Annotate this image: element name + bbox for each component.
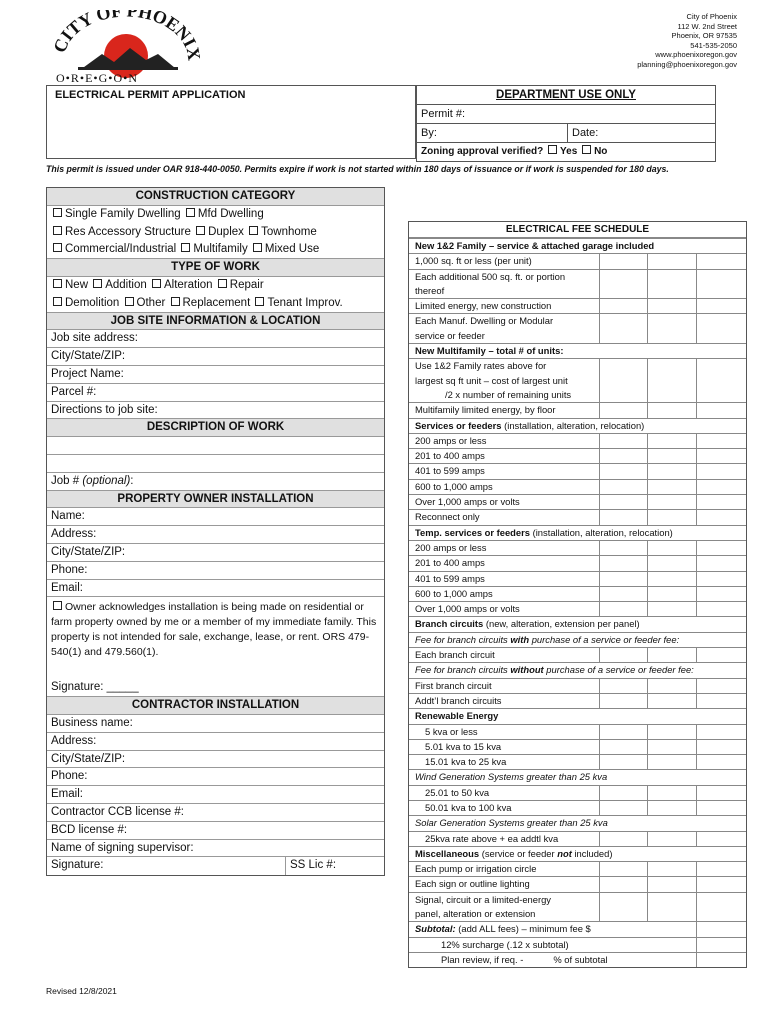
fee-row	[409, 403, 746, 418]
qty-cell[interactable]	[647, 832, 697, 846]
owner-signature-field[interactable]: Signature: _____	[47, 679, 384, 697]
fee-row-label: Each branch circuit	[415, 649, 495, 661]
sub-text: Fee for branch circuits	[415, 664, 511, 676]
total-cell[interactable]	[696, 893, 746, 922]
fee-row	[409, 679, 746, 694]
owner-acknowledgement	[47, 597, 384, 679]
fee-cell[interactable]	[599, 541, 648, 555]
fee-row-label: 50.01 kva to 100 kva	[425, 801, 512, 813]
option-label: New	[65, 278, 89, 291]
total-cell[interactable]	[696, 740, 746, 754]
fee-row-label: Over 1,000 amps or volts	[415, 496, 520, 508]
section-title: Branch circuits	[415, 618, 484, 630]
fee-section-services	[409, 419, 746, 434]
fee-cell[interactable]	[599, 587, 648, 601]
fee-row-label: Each Manuf. Dwelling or Modular	[415, 315, 554, 327]
fee-cell[interactable]	[599, 893, 648, 922]
fee-cell[interactable]	[599, 725, 648, 739]
fee-cell[interactable]	[599, 740, 648, 754]
fee-cell[interactable]	[599, 801, 648, 815]
description-header: DESCRIPTION OF WORK	[47, 419, 384, 437]
supervisor-field[interactable]: Name of signing supervisor:	[47, 840, 384, 858]
qty-cell[interactable]	[647, 877, 697, 891]
total-cell[interactable]	[696, 541, 746, 555]
fee-row-label: 401 to 599 amps	[415, 465, 485, 477]
qty-cell[interactable]	[647, 510, 697, 524]
fee-subsection-with	[409, 633, 746, 648]
job-number-field[interactable]	[47, 473, 384, 491]
fee-cell[interactable]	[599, 434, 648, 448]
fee-cell[interactable]	[599, 694, 648, 708]
contractor-phone-field[interactable]: Phone:	[47, 768, 384, 786]
option-label: Addition	[105, 278, 147, 291]
project-name-field[interactable]: Project Name:	[47, 366, 384, 384]
qty-cell[interactable]	[647, 755, 697, 769]
sub-emphasis: without	[510, 664, 544, 676]
res-accessory-checkbox[interactable]	[53, 226, 62, 235]
section-title: Services or feeders	[415, 419, 502, 431]
repair-checkbox[interactable]	[218, 279, 227, 288]
fee-row-label: Use 1&2 Family rates above for	[415, 360, 547, 372]
new-checkbox[interactable]	[53, 279, 62, 288]
fee-row-label: service or feeder	[415, 329, 485, 341]
townhome-checkbox[interactable]	[249, 226, 258, 235]
qty-cell[interactable]	[647, 801, 697, 815]
fee-row	[409, 801, 746, 816]
option-label: Alteration	[163, 278, 213, 291]
surcharge-row	[409, 938, 746, 953]
department-use-box	[416, 85, 716, 162]
contractor-city-field[interactable]: City/State/ZIP:	[47, 751, 384, 769]
fee-row	[409, 480, 746, 495]
qty-cell[interactable]	[647, 403, 697, 417]
fee-row	[409, 495, 746, 510]
fee-row	[409, 314, 746, 344]
fee-row	[409, 541, 746, 556]
plan-review-label: Plan review, if req. -	[441, 953, 524, 965]
fee-row-label: Over 1,000 amps or volts	[415, 603, 520, 615]
fee-subsection-wind: Wind Generation Systems greater than 25 kva	[409, 770, 746, 785]
fee-cell[interactable]	[599, 299, 648, 313]
dept-header: DEPARTMENT USE ONLY	[417, 86, 715, 105]
fee-section-misc	[409, 847, 746, 862]
qty-cell[interactable]	[647, 587, 697, 601]
total-cell[interactable]	[696, 786, 746, 800]
qty-cell[interactable]	[647, 694, 697, 708]
addition-checkbox[interactable]	[93, 279, 102, 288]
fee-row-label: 25.01 to 50 kva	[425, 786, 490, 798]
fee-schedule	[408, 221, 747, 968]
fee-section-branch	[409, 617, 746, 632]
fee-row-label: /2 x number of remaining units	[445, 388, 572, 400]
type-of-work-header: TYPE OF WORK	[47, 259, 384, 277]
construction-row-1	[47, 206, 384, 224]
yes-checkbox[interactable]	[548, 145, 557, 154]
construction-category-header: CONSTRUCTION CATEGORY	[47, 188, 384, 206]
contractor-email-field[interactable]: Email:	[47, 786, 384, 804]
fee-cell[interactable]	[599, 648, 648, 662]
optional-label: (optional)	[82, 474, 131, 487]
contractor-signature-row	[47, 857, 384, 875]
fee-row-label: Limited energy, new construction	[415, 300, 552, 312]
address-email[interactable]: planning@phoenixoregon.gov	[637, 59, 737, 69]
fee-row-label: Signal, circuit or a limited-energy	[415, 893, 551, 905]
fee-row	[409, 755, 746, 770]
total-cell[interactable]	[696, 299, 746, 313]
sub-text: Fee for branch circuits	[415, 633, 511, 645]
no-label: No	[594, 146, 608, 157]
plan-review-cell[interactable]	[696, 953, 746, 967]
business-name-field[interactable]: Business name:	[47, 715, 384, 733]
address-line: 112 W. 2nd Street	[677, 21, 737, 31]
fee-row-label: thereof	[415, 284, 445, 296]
fee-row	[409, 587, 746, 602]
mixed-use-checkbox[interactable]	[253, 243, 262, 252]
fee-cell[interactable]	[599, 556, 648, 570]
section-title: Temp. services or feeders	[415, 526, 530, 538]
permit-number-field[interactable]	[417, 105, 715, 124]
qty-cell[interactable]	[647, 648, 697, 662]
contractor-address-field[interactable]: Address:	[47, 733, 384, 751]
section-note: (installation, alteration, relocation)	[501, 419, 645, 431]
total-cell[interactable]	[696, 359, 746, 402]
address-line: City of Phoenix	[686, 12, 737, 21]
fee-row-label: 200 amps or less	[415, 541, 487, 553]
fee-row-label: 5 kva or less	[425, 725, 478, 737]
option-label: Commercial/Industrial	[65, 243, 177, 256]
fee-row-label: Each pump or irrigation circle	[415, 863, 537, 875]
fee-cell[interactable]	[599, 679, 648, 693]
option-label: Res Accessory Structure	[65, 225, 191, 238]
fee-row-label: 401 to 599 amps	[415, 572, 485, 584]
fee-row	[409, 449, 746, 464]
parcel-field[interactable]: Parcel #:	[47, 384, 384, 402]
fee-cell[interactable]	[599, 449, 648, 463]
fee-row-label: 1,000 sq. ft or less (per unit)	[415, 255, 532, 267]
contractor-header: CONTRACTOR INSTALLATION	[47, 697, 384, 715]
date-field[interactable]: Date:	[567, 124, 598, 142]
other-checkbox[interactable]	[125, 297, 134, 306]
single-family-checkbox[interactable]	[53, 208, 62, 217]
qty-cell[interactable]	[647, 314, 697, 343]
qty-cell[interactable]	[647, 299, 697, 313]
fee-row	[409, 464, 746, 479]
owner-city-field[interactable]: City/State/ZIP:	[47, 544, 384, 562]
fee-cell[interactable]	[599, 602, 648, 616]
option-label: Single Family Dwelling	[65, 207, 181, 220]
application-form	[46, 187, 385, 876]
zoning-row	[417, 143, 715, 161]
fee-row	[409, 556, 746, 571]
fee-cell[interactable]	[599, 510, 648, 524]
owner-phone-field[interactable]: Phone:	[47, 562, 384, 580]
fee-cell[interactable]	[599, 786, 648, 800]
fee-cell[interactable]	[599, 832, 648, 846]
fee-row-label: 201 to 400 amps	[415, 557, 485, 569]
fee-cell[interactable]	[599, 403, 648, 417]
total-cell[interactable]	[696, 464, 746, 478]
total-cell[interactable]	[696, 725, 746, 739]
job-label: Job #	[51, 474, 80, 487]
total-cell[interactable]	[696, 587, 746, 601]
surcharge-label: 12% surcharge (.12 x subtotal)	[441, 938, 569, 950]
option-label: Replacement	[182, 296, 251, 309]
fee-cell[interactable]	[599, 314, 648, 343]
total-cell[interactable]	[696, 694, 746, 708]
total-cell[interactable]	[696, 254, 746, 268]
directions-field[interactable]: Directions to job site:	[47, 402, 384, 420]
option-label: Mixed Use	[264, 243, 320, 256]
total-cell[interactable]	[696, 449, 746, 463]
ss-lic-field[interactable]: SS Lic #:	[285, 857, 336, 875]
address-line: Phoenix, OR 97535	[671, 31, 737, 41]
logo-oregon: O•R•E•G•O•N	[56, 71, 139, 85]
fee-row	[409, 893, 746, 923]
fee-row	[409, 694, 746, 709]
fee-row	[409, 877, 746, 892]
qty-cell[interactable]	[647, 434, 697, 448]
tenant-improv-checkbox[interactable]	[255, 297, 264, 306]
fee-schedule-header: ELECTRICAL FEE SCHEDULE	[409, 222, 746, 238]
sub-emphasis: with	[510, 633, 530, 645]
subtotal-label: Subtotal:	[415, 923, 456, 935]
owner-header: PROPERTY OWNER INSTALLATION	[47, 491, 384, 509]
fee-row-label: 5.01 kva to 15 kva	[425, 740, 502, 752]
qty-cell[interactable]	[647, 541, 697, 555]
qty-cell[interactable]	[647, 480, 697, 494]
fee-cell[interactable]	[599, 862, 648, 876]
total-cell[interactable]	[696, 556, 746, 570]
fee-row	[409, 786, 746, 801]
option-label: Repair	[229, 278, 264, 291]
qty-cell[interactable]	[647, 893, 697, 922]
fee-row	[409, 862, 746, 877]
section-note: (installation, alteration, relocation)	[530, 526, 673, 538]
fee-cell[interactable]	[599, 877, 648, 891]
subtotal-cell[interactable]	[696, 922, 746, 936]
option-label: Multifamily	[193, 243, 248, 256]
fee-cell[interactable]	[599, 755, 648, 769]
total-cell[interactable]	[696, 270, 746, 299]
qty-cell[interactable]	[647, 359, 697, 402]
total-cell[interactable]	[696, 755, 746, 769]
fee-row-label: largest sq ft unit – cost of largest unit	[415, 374, 568, 386]
qty-cell[interactable]	[647, 464, 697, 478]
section-note: included)	[571, 847, 613, 859]
fee-row-label: 25kva rate above + ea addtl kva	[425, 832, 559, 844]
surcharge-cell[interactable]	[696, 938, 746, 952]
sub-text: purchase of a service or feeder fee:	[529, 633, 680, 645]
bcd-license-field[interactable]: BCD license #:	[47, 822, 384, 840]
qty-cell[interactable]	[647, 679, 697, 693]
total-cell[interactable]	[696, 314, 746, 343]
section-emphasis: not	[557, 847, 572, 859]
fee-cell[interactable]	[599, 572, 648, 586]
fee-row	[409, 434, 746, 449]
address-block	[637, 12, 737, 70]
fee-subsection-without	[409, 663, 746, 678]
revised-date: Revised 12/8/2021	[46, 986, 117, 996]
jobsite-header: JOB SITE INFORMATION & LOCATION	[47, 313, 384, 331]
total-cell[interactable]	[696, 434, 746, 448]
demolition-checkbox[interactable]	[53, 297, 62, 306]
qty-cell[interactable]	[647, 725, 697, 739]
total-cell[interactable]	[696, 648, 746, 662]
total-cell[interactable]	[696, 602, 746, 616]
section-title: Miscellaneous	[415, 847, 480, 859]
work-row-2	[47, 295, 384, 313]
option-label: Other	[136, 296, 166, 309]
construction-row-2	[47, 224, 384, 242]
fee-cell[interactable]	[599, 254, 648, 268]
fee-row	[409, 359, 746, 403]
qty-cell[interactable]	[647, 556, 697, 570]
fee-row-label: Addt’l branch circuits	[415, 694, 502, 706]
fee-row	[409, 832, 746, 847]
owner-address-field[interactable]: Address:	[47, 526, 384, 544]
total-cell[interactable]	[696, 801, 746, 815]
jobsite-city-field[interactable]: City/State/ZIP:	[47, 348, 384, 366]
owner-email-field[interactable]: Email:	[47, 580, 384, 598]
qty-cell[interactable]	[647, 862, 697, 876]
section-note: (service or feeder	[479, 847, 558, 859]
fee-row-label: 201 to 400 amps	[415, 450, 485, 462]
fee-section-multifamily: New Multifamily – total # of units:	[409, 344, 746, 359]
subtotal-row	[409, 922, 746, 937]
fee-row-label: panel, alteration or extension	[415, 908, 536, 920]
construction-row-3	[47, 241, 384, 259]
fee-subsection-solar: Solar Generation Systems greater than 25 kva	[409, 816, 746, 831]
fee-cell[interactable]	[599, 359, 648, 402]
fee-row-label: Each additional 500 sq. ft. or portion	[415, 270, 566, 282]
svg-text:CITY OF PHOENIX: CITY OF PHOENI	[50, 10, 200, 56]
option-label: Townhome	[261, 225, 317, 238]
total-cell[interactable]	[696, 495, 746, 509]
ack-text: Owner acknowledges installation is being made on residential or farm property owned by me or a member of my immediate family. This property is not intended for sale, exchange, lease, or rent. ORS 479-540(1) and 479.560(1).	[51, 601, 377, 659]
work-row-1	[47, 277, 384, 295]
fee-row	[409, 725, 746, 740]
option-label: Demolition	[65, 296, 120, 309]
qty-cell[interactable]	[647, 602, 697, 616]
owner-name-field[interactable]: Name:	[47, 508, 384, 526]
by-field[interactable]: By:	[421, 127, 437, 139]
fee-row-label: Each sign or outline lighting	[415, 878, 530, 890]
permit-notice: This permit is issued under OAR 918-440-0050. Permits expire if work is not started within 180 days of issuance or if work is suspended for 180 days.	[46, 164, 669, 174]
mfd-dwelling-checkbox[interactable]	[186, 208, 195, 217]
section-note: (new, alteration, extension per panel)	[483, 618, 640, 630]
yes-label: Yes	[560, 146, 578, 157]
ccb-license-field[interactable]: Contractor CCB license #:	[47, 804, 384, 822]
address-line: 541-535-2050	[690, 40, 737, 50]
alteration-checkbox[interactable]	[152, 279, 161, 288]
qty-cell[interactable]	[647, 786, 697, 800]
fee-cell[interactable]	[599, 464, 648, 478]
fee-row-label: 600 to 1,000 amps	[415, 587, 493, 599]
qty-cell[interactable]	[647, 495, 697, 509]
option-label: Mfd Dwelling	[197, 207, 264, 220]
multifamily-checkbox[interactable]	[181, 243, 190, 252]
total-cell[interactable]	[696, 832, 746, 846]
fee-row	[409, 254, 746, 269]
acknowledge-checkbox[interactable]	[53, 601, 62, 610]
fee-row	[409, 510, 746, 525]
option-label: Tenant Improv.	[267, 296, 343, 309]
fee-cell[interactable]	[599, 480, 648, 494]
fee-row	[409, 270, 746, 300]
permit-label: Permit #:	[421, 108, 466, 120]
address-website[interactable]: www.phoenixoregon.gov	[655, 50, 737, 60]
fee-row	[409, 299, 746, 314]
qty-cell[interactable]	[647, 254, 697, 268]
zoning-label: Zoning approval verified?	[421, 146, 544, 157]
fee-section-temp-services	[409, 526, 746, 541]
duplex-checkbox[interactable]	[196, 226, 205, 235]
total-cell[interactable]	[696, 862, 746, 876]
fee-row	[409, 572, 746, 587]
colon: :	[130, 474, 134, 487]
fee-row-label: 200 amps or less	[415, 434, 487, 446]
fee-cell[interactable]	[599, 270, 648, 299]
total-cell[interactable]	[696, 877, 746, 891]
subtotal-note: (add ALL fees) – minimum fee $	[455, 923, 591, 935]
fee-section-new-family: New 1&2 Family – service & attached garage included	[409, 239, 746, 254]
contractor-signature-field[interactable]: Signature:	[51, 859, 104, 872]
total-cell[interactable]	[696, 510, 746, 524]
fee-row	[409, 740, 746, 755]
fee-row-label: First branch circuit	[415, 679, 492, 691]
fee-section-renewable: Renewable Energy	[409, 709, 746, 724]
fee-row	[409, 648, 746, 663]
fee-row	[409, 602, 746, 617]
total-cell[interactable]	[696, 572, 746, 586]
option-label: Duplex	[208, 225, 244, 238]
no-checkbox[interactable]	[582, 145, 591, 154]
jobsite-address-field[interactable]: Job site address:	[47, 330, 384, 348]
commercial-checkbox[interactable]	[53, 243, 62, 252]
total-cell[interactable]	[696, 679, 746, 693]
fee-row-label: Reconnect only	[415, 511, 480, 523]
city-logo	[50, 10, 200, 85]
qty-cell[interactable]	[647, 740, 697, 754]
fee-row-label: Multifamily limited energy, by floor	[415, 404, 556, 416]
description-field-2[interactable]	[47, 455, 384, 473]
description-field-1[interactable]	[47, 437, 384, 455]
fee-cell[interactable]	[599, 495, 648, 509]
total-cell[interactable]	[696, 480, 746, 494]
qty-cell[interactable]	[647, 572, 697, 586]
replacement-checkbox[interactable]	[171, 297, 180, 306]
plan-review-row	[409, 953, 746, 967]
by-date-row	[417, 124, 715, 143]
qty-cell[interactable]	[647, 449, 697, 463]
qty-cell[interactable]	[647, 270, 697, 299]
plan-review-suffix: % of subtotal	[553, 953, 608, 965]
fee-row-label: 15.01 kva to 25 kva	[425, 756, 507, 768]
sub-text: purchase of a service or feeder fee:	[543, 664, 694, 676]
fee-row-label: 600 to 1,000 amps	[415, 480, 493, 492]
form-title: ELECTRICAL PERMIT APPLICATION	[46, 85, 416, 159]
total-cell[interactable]	[696, 403, 746, 417]
